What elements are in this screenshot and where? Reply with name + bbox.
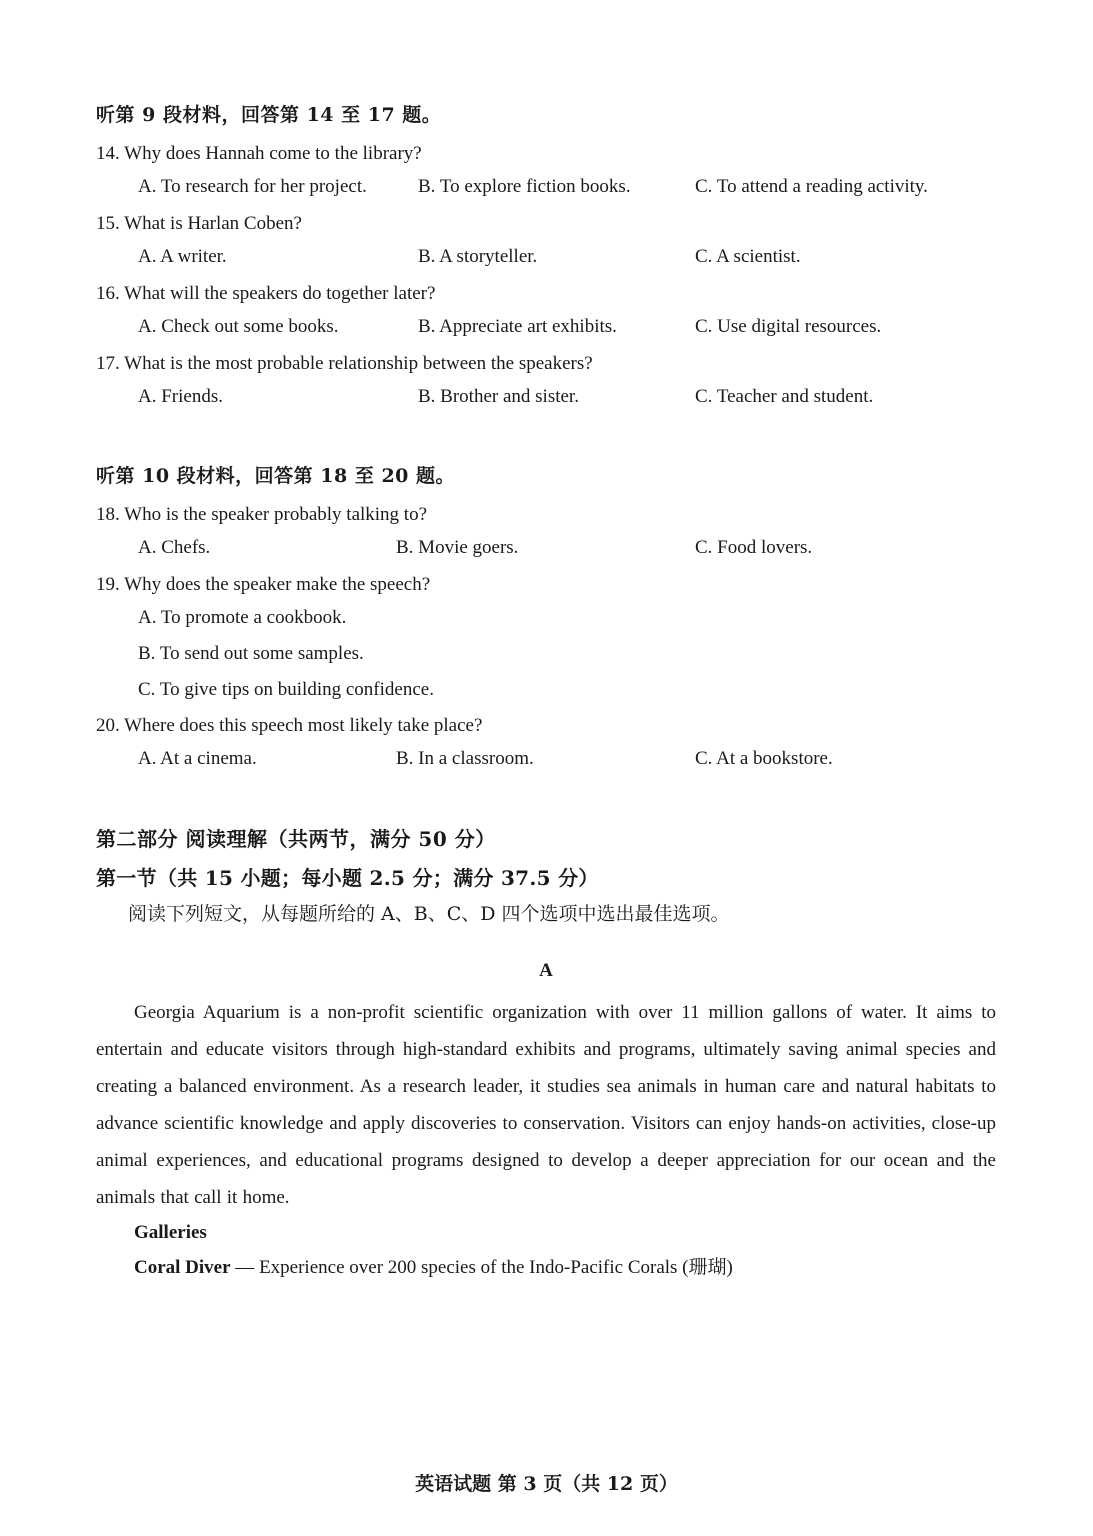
question-14-option-b[interactable]: B. To explore fiction books. bbox=[418, 175, 631, 197]
passage-a-label: A bbox=[539, 959, 553, 981]
part-two-title: 第二部分 阅读理解（共两节，满分 50 分） bbox=[96, 826, 496, 851]
passage-a-paragraph: Georgia Aquarium is a non-profit scientific organization with over 11 million gallons of water. It aims to entertain and educate visitors through high-standard exhibits and programs, ultimately saving animal species and creating a balanced environment. As a research leader, it studies sea animals in human care and natural habitats to advance scientific knowledge and apply discoveries to conservation. Visitors can enjoy hands-on activities, close-up animal experiences, and educational programs designed to develop a deeper appreciation for our ocean and the animals that call it home. bbox=[96, 1001, 996, 1208]
question-15-options bbox=[96, 244, 996, 271]
question-17-option-c[interactable]: C. Teacher and student. bbox=[695, 385, 874, 407]
listening-section-10-heading: 听第 10 段材料，回答第 18 至 20 题。 bbox=[96, 464, 456, 487]
listening-section-9-heading: 听第 9 段材料，回答第 14 至 17 题。 bbox=[96, 104, 442, 126]
gallery-item-coral-diver-name: Coral Diver bbox=[134, 1256, 231, 1278]
question-19-option-b[interactable]: B. To send out some samples. bbox=[138, 642, 364, 664]
part-two-instruction: 阅读下列短文，从每题所给的 A、B、C、D 四个选项中选出最佳选项。 bbox=[128, 902, 730, 925]
page-content bbox=[96, 100, 996, 1285]
question-15-option-a[interactable]: A. A writer. bbox=[138, 245, 227, 267]
question-17: 17. What is the most probable relationship between the speakers? bbox=[96, 352, 593, 374]
question-16: 16. What will the speakers do together later? bbox=[96, 282, 436, 304]
question-15: 15. What is Harlan Coben? bbox=[96, 212, 302, 234]
question-19: 19. Why does the speaker make the speech? bbox=[96, 573, 431, 595]
question-17-option-b[interactable]: B. Brother and sister. bbox=[418, 385, 579, 407]
question-18-option-b[interactable]: B. Movie goers. bbox=[396, 536, 519, 558]
spacer bbox=[96, 421, 996, 461]
question-16-options bbox=[96, 314, 996, 341]
question-18: 18. Who is the speaker probably talking to? bbox=[96, 503, 428, 525]
page-footer: 英语试题 第 3 页（共 12 页） bbox=[415, 1473, 678, 1495]
question-20-option-b[interactable]: B. In a classroom. bbox=[396, 747, 534, 769]
question-20-option-a[interactable]: A. At a cinema. bbox=[138, 747, 257, 769]
question-20-options bbox=[96, 746, 996, 773]
question-14-options bbox=[96, 174, 996, 201]
question-16-option-b[interactable]: B. Appreciate art exhibits. bbox=[418, 315, 617, 337]
question-18-option-c[interactable]: C. Food lovers. bbox=[695, 536, 813, 558]
question-19-option-c[interactable]: C. To give tips on building confidence. bbox=[138, 678, 434, 700]
question-20: 20. Where does this speech most likely take place? bbox=[96, 714, 483, 736]
question-18-option-a[interactable]: A. Chefs. bbox=[138, 536, 211, 558]
gallery-item-coral-diver-desc: — Experience over 200 species of the Indo-Pacific Corals (珊瑚) bbox=[230, 1256, 733, 1278]
gallery-item-coral-diver bbox=[96, 1252, 996, 1279]
question-16-option-c[interactable]: C. Use digital resources. bbox=[695, 315, 882, 337]
part-two-section-one-title: 第一节（共 15 小题；每小题 2.5 分；满分 37.5 分） bbox=[96, 865, 599, 890]
question-15-option-b[interactable]: B. A storyteller. bbox=[418, 245, 538, 267]
question-16-option-a[interactable]: A. Check out some books. bbox=[138, 315, 339, 337]
question-14-option-a[interactable]: A. To research for her project. bbox=[138, 175, 367, 197]
question-17-options bbox=[96, 384, 996, 411]
question-19-option-a[interactable]: A. To promote a cookbook. bbox=[138, 606, 347, 628]
question-17-option-a[interactable]: A. Friends. bbox=[138, 385, 223, 407]
question-14-option-c[interactable]: C. To attend a reading activity. bbox=[695, 175, 928, 197]
question-14: 14. Why does Hannah come to the library? bbox=[96, 143, 422, 164]
question-20-option-c[interactable]: C. At a bookstore. bbox=[695, 747, 833, 769]
passage-a-galleries-heading: Galleries bbox=[134, 1221, 207, 1243]
question-15-option-c[interactable]: C. A scientist. bbox=[695, 245, 801, 267]
question-18-options bbox=[96, 535, 996, 562]
spacer bbox=[96, 783, 996, 823]
